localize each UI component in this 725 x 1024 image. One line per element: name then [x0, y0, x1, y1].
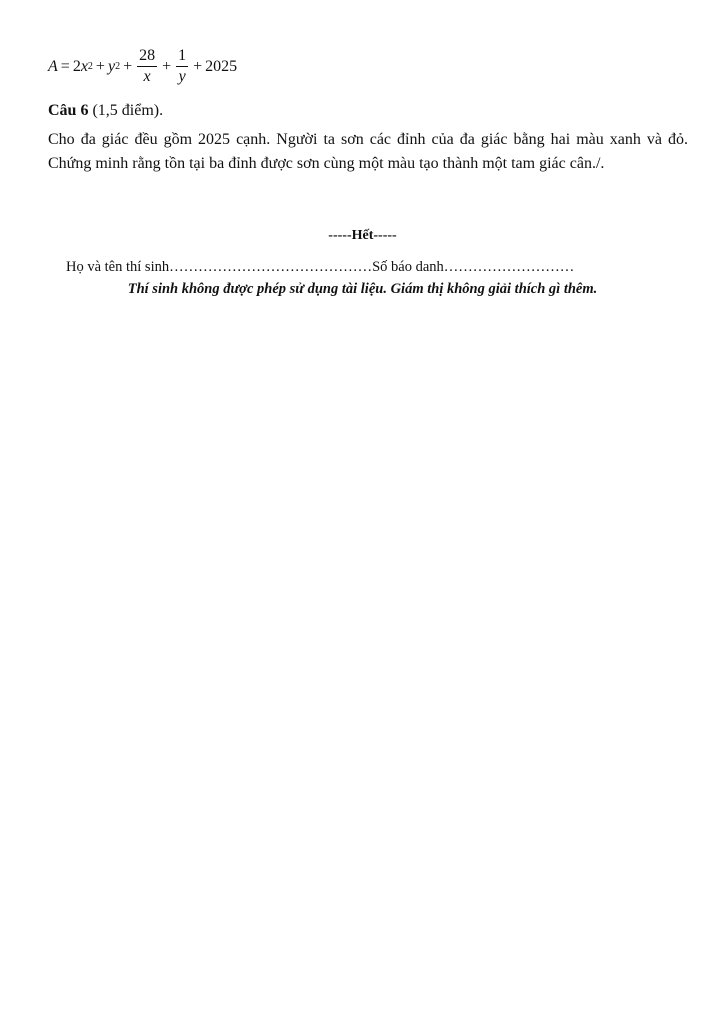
question-text: Cho đa giác đều gồm 2025 cạnh. Người ta sơn các đỉnh của đa giác bằng hai màu xanh và đỏ. Chứng minh rằng tồn tại ba đỉnh được sơn cùng một màu tạo thành một tam giác cân./. — [48, 131, 688, 172]
term1-coef: 2 — [72, 57, 81, 75]
question-label: Câu 6 — [48, 102, 89, 119]
term2-var: y — [107, 57, 116, 75]
fraction-denominator: y — [178, 68, 186, 85]
candidate-info-line — [66, 259, 574, 276]
exam-note: Thí sinh không được phép sử dụng tài liệu. Giám thị không giải thích gì thêm. — [127, 281, 598, 297]
plus-sign: + — [162, 57, 172, 75]
fraction-denominator: x — [143, 68, 151, 85]
formula-lhs: A — [48, 57, 58, 75]
equals-sign: = — [60, 57, 70, 75]
fraction-1-over-y — [176, 48, 188, 85]
question-points: (1,5 điểm). — [88, 102, 164, 119]
candidate-name-label: Họ và tên thí sinh…………………………………… — [66, 259, 373, 275]
end-marker: -----Hết----- — [328, 228, 397, 243]
candidate-id-label: Số báo danh……………………… — [372, 259, 575, 275]
fraction-numerator: 28 — [137, 48, 157, 67]
term1-var: x — [80, 57, 88, 75]
fraction-28-over-x — [137, 48, 157, 85]
formula-expression: A = 2 x 2 + y 2 + $\frac{28}{x}$ + $\frac{1}{y}$ + 2025 — [48, 47, 238, 85]
question-heading — [48, 102, 163, 120]
plus-sign: + — [193, 57, 203, 75]
formula-constant: 2025 — [205, 57, 238, 75]
fraction-numerator: 1 — [176, 48, 188, 67]
plus-sign: + — [123, 57, 133, 75]
plus-sign: + — [95, 57, 105, 75]
